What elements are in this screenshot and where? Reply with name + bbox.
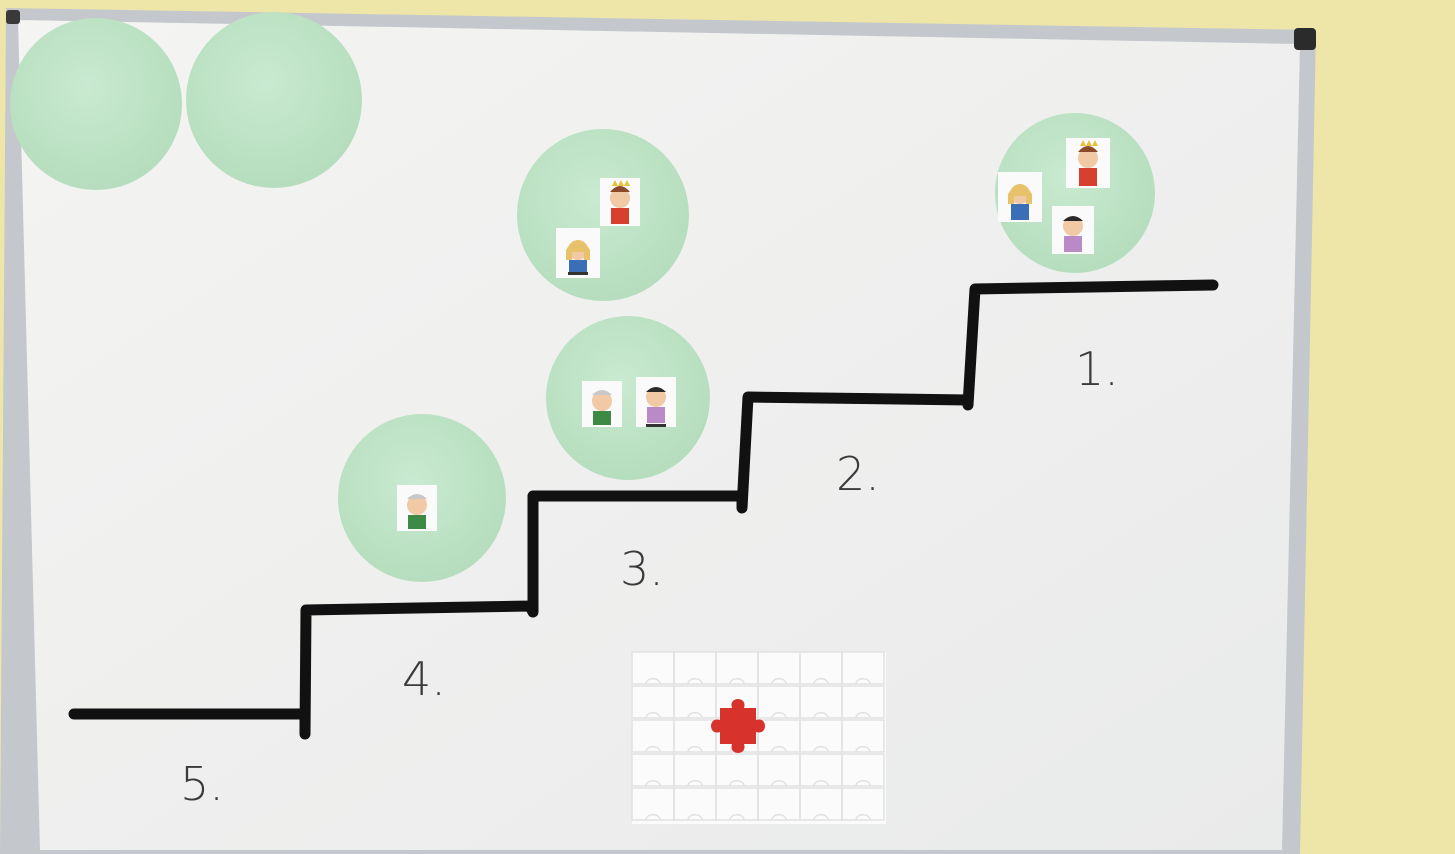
child-card-icon [397,485,437,531]
child-card-icon [582,381,622,427]
puzzle-sheet [632,652,886,824]
step-1-circle [995,113,1155,273]
step-4-circle [338,414,506,582]
step-label-5: 5. [180,757,224,811]
child-card-icon [556,228,600,278]
step-label-4: 4. [402,652,446,706]
step-label-2: 2. [836,447,880,501]
board-corner-cap-left [6,10,20,24]
child-card-icon [600,178,640,226]
step-3-circle [546,316,710,480]
empty-circle-a [10,18,182,190]
board-corner-cap [1294,28,1316,50]
child-card-icon [636,377,676,427]
child-card-icon [1066,138,1110,188]
step-label-1: 1. [1075,342,1119,396]
step-label-3: 3. [620,542,664,596]
child-card-icon [1052,206,1094,254]
step-2-circle [517,129,689,301]
child-card-icon [998,172,1042,222]
empty-circle-b [186,12,362,188]
